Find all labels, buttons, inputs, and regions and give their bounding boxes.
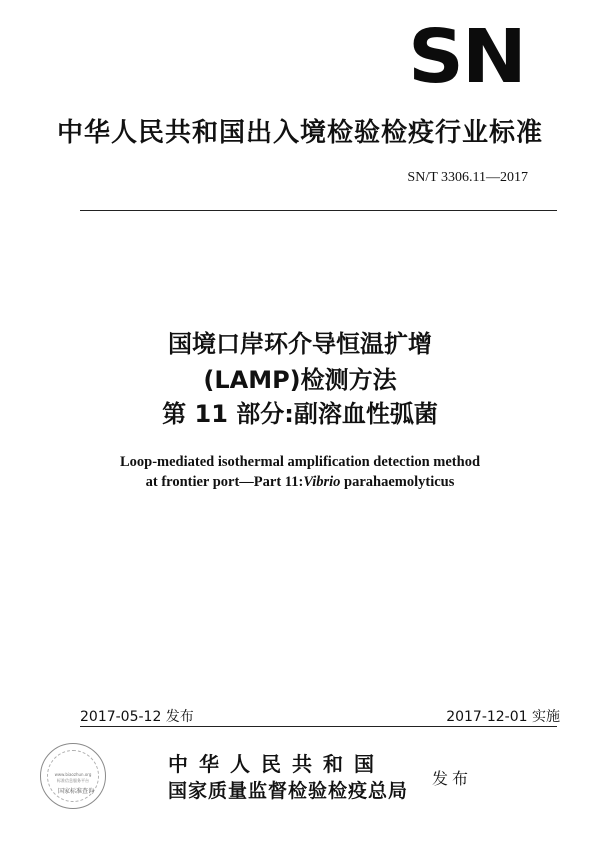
issue-action: 发布 — [432, 769, 473, 788]
organization-title: 中华人民共和国出入境检验检疫行业标准 — [56, 118, 543, 148]
seal-caption: 国家标准查询 — [58, 788, 95, 795]
standard-number: SN/T 3306.11—2017 — [407, 170, 528, 185]
title-cn-line1: 国境口岸环介导恒温扩增 — [168, 330, 432, 358]
title-en-line1: Loop-mediated isothermal amplification detection method — [119, 454, 481, 470]
top-divider — [80, 210, 557, 211]
title-en-line2-suffix: parahaemolyticus — [340, 474, 455, 490]
title-en-line2-italic: Vibrio — [303, 474, 341, 490]
title-cn-line2: (LAMP)检测方法 — [203, 366, 397, 394]
title-cn-line3: 第 11 部分:副溶血性弧菌 — [162, 400, 438, 428]
sn-logo: SN — [408, 14, 525, 100]
implement-date: 2017-12-01 实施 — [446, 709, 560, 725]
title-en-line2-prefix: at frontier port—Part 11: — [145, 474, 304, 490]
issuer-line1: 中华人民共和国 — [168, 752, 385, 776]
seal-text-line2: 标准信息服务平台 — [57, 778, 89, 783]
title-en-line2 — [0, 474, 600, 491]
bottom-divider — [80, 726, 557, 727]
issue-date: 2017-05-12 发布 — [80, 709, 194, 725]
seal-text-line1: www.biaozhun.org — [54, 772, 92, 777]
issuer-line2: 国家质量监督检验检疫总局 — [168, 780, 409, 802]
seal-stamp — [40, 743, 106, 809]
